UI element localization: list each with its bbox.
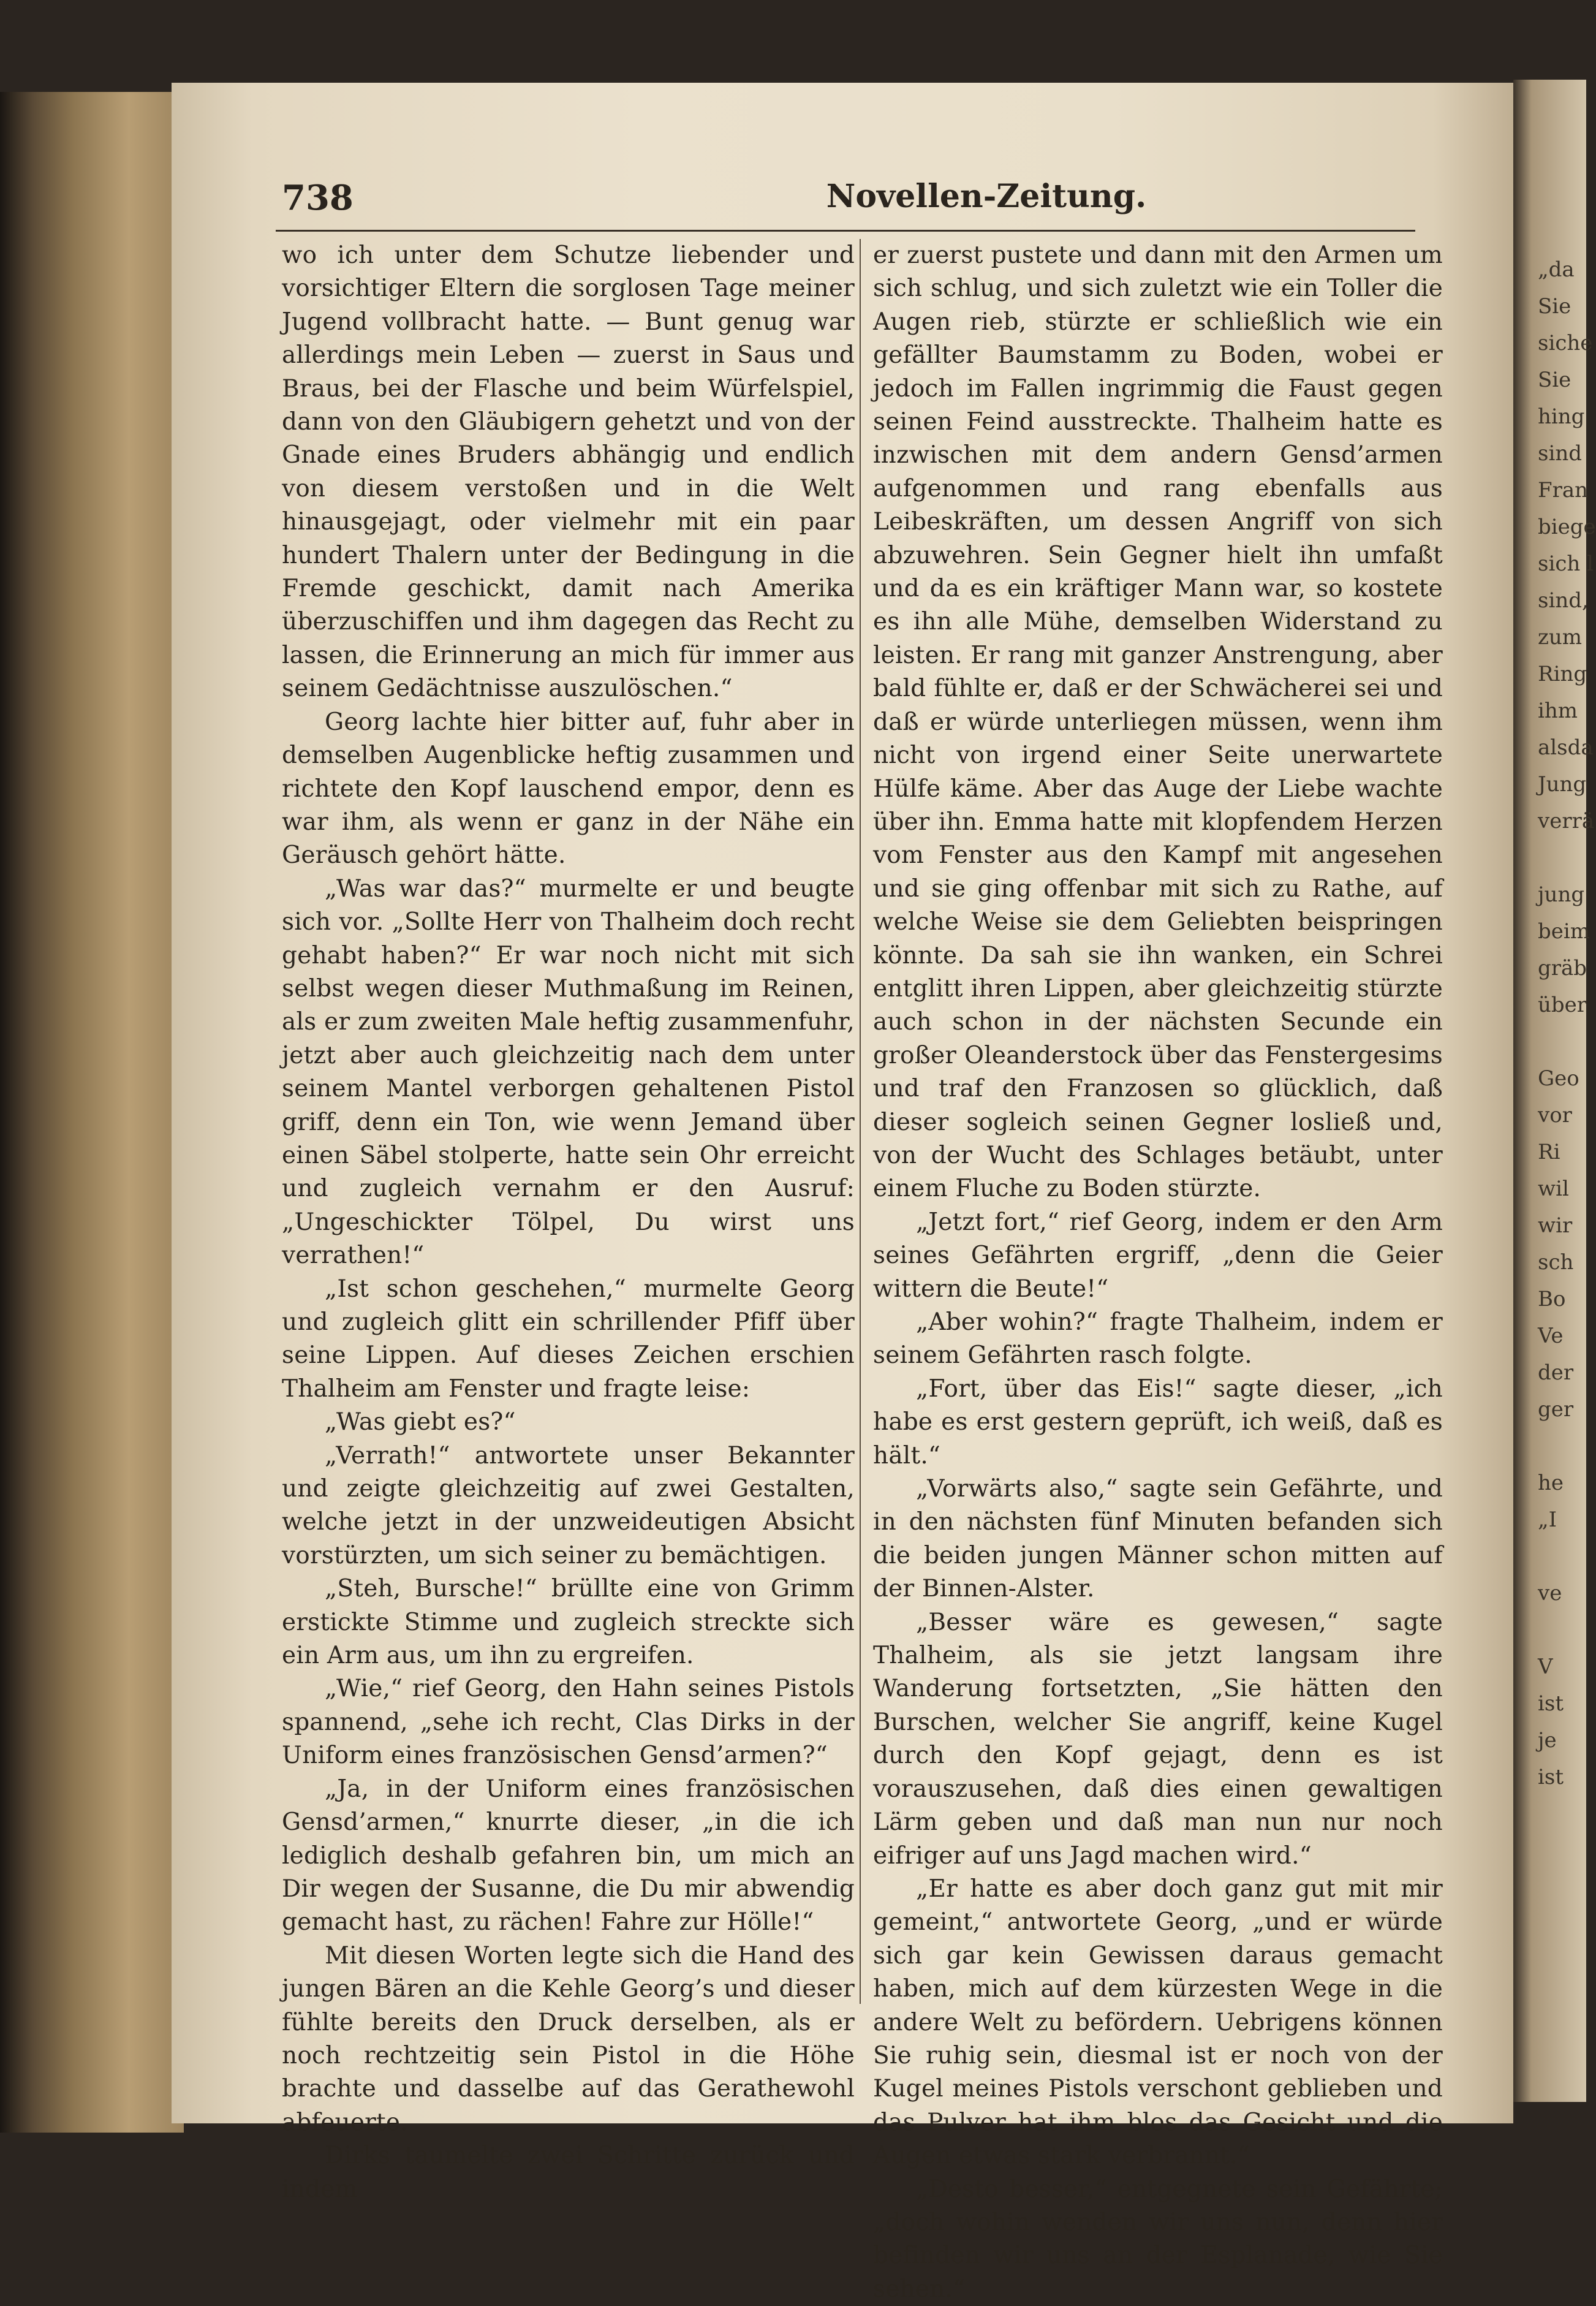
paragraph: „Desto besser,“ entgegnete sein Gefährte; „doch wohin wenden wir uns nun, denn hier befinden wir uns an der Esplanade, wie Sie sehen.“ [873,2175,1443,2303]
next-page-text: Ve [1538,1324,1564,1348]
header-rule [276,230,1415,232]
book-page-edges [0,92,184,2133]
next-page-text: Sie [1538,368,1571,392]
column-divider [860,239,861,2004]
next-page-text: alsda [1538,735,1594,760]
next-page-text: wil [1538,1177,1569,1201]
next-page-text: Jung [1538,772,1587,797]
paragraph: „Vorwärts also,“ sagte sein Gefährte, und in den nächsten fünf Minuten befanden sich die beiden jungen Männer schon mitten auf der Binnen-Alster. [873,1475,1443,1603]
next-page-text: je [1538,1728,1557,1753]
left-column [282,239,855,2206]
next-page-text: sch [1538,1250,1574,1275]
next-page-text: gräb [1538,956,1587,980]
next-page-text: ger [1538,1397,1574,1422]
next-page-text: Bo [1538,1287,1566,1311]
next-page-text: hing [1538,404,1585,429]
next-page-text: verrä [1538,809,1595,833]
next-page-text: wir [1538,1213,1573,1238]
paragraph: Dirks taumelte zwei Schritte zurück und indem [282,2142,855,2203]
next-page-text: Geo [1538,1066,1579,1091]
paragraph: „Aber wohin?“ fragte Thalheim, indem er seinem Gefährten rasch folgte. [873,1308,1443,1370]
next-page-text: siche [1538,331,1593,355]
paragraph: er zuerst pustete und dann mit den Armen um sich schlug, und sich zuletzt wie ein Toller die Augen rieb, stürzte er schließlich wie ein gefällter Baumstamm zu Boden, wobei er jedoch im Fallen ingrimmig die Faust gegen seinen Feind ausstreckte. Thalheim hatte es inzwischen mit dem andern Gensd’armen aufgenommen und rang ebenfalls aus Leibeskräften, um dessen Angriff von sich abzuwehren. Sein Gegner hielt ihn umfaßt und da es ein kräftiger Mann war, so kostete es ihn alle Mühe, demselben Widerstand zu leisten. Er rang mit ganzer Anstrengung, aber bald fühlte er, daß er der Schwächerei sei und daß er würde unterliegen müssen, wenn ihm nicht von irgend einer Seite unerwartete Hülfe käme. Aber das Auge der Liebe wachte über ihn. Emma hatte mit klopfendem Herzen vom Fenster aus den Kampf mit angesehen und sie ging offenbar mit sich zu Rathe, auf welche Weise sie dem Geliebten beispringen könnte. Da sah sie ihn wanken, ein Schrei entglitt ihren Lippen, aber gleichzeitig stürzte auch schon in der nächsten Secunde ein großer Oleanderstock über das Fenstergesims und traf den Franzosen so glücklich, daß dieser sogleich seinen Gegner losließ und, von der Wucht des Schlages betäubt, unter einem Fluche zu Boden stürzte. [873,241,1443,1203]
paragraph: „Was giebt es?“ [325,1408,516,1436]
next-page-text: ve [1538,1581,1562,1606]
next-page-text: ist [1538,1765,1564,1789]
next-page-text: zum [1538,625,1583,650]
next-page-text: Ring [1538,662,1587,686]
paragraph: „Jetzt fort,“ rief Georg, indem er den Arm seines Gefährten ergriff, „denn die Geier wittern die Beute!“ [873,1208,1443,1303]
next-page-text: he [1538,1471,1564,1495]
paragraph: „Ja, in der Uniform eines französischen Gensd’armen,“ knurrte dieser, „in die ich lediglich deshalb gefahren bin, um mich an Dir wegen der Susanne, die Du mir abwendig gemacht hast, zu rächen! Fahre zur Hölle!“ [282,1775,855,1936]
paragraph: wo ich unter dem Schutze liebender und vorsichtiger Eltern die sorglosen Tage meiner Jugend vollbracht hatte. — Bunt genug war allerdings mein Leben — zuerst in Saus und Braus, bei der Flasche und beim Würfelspiel, dann von den Gläubigern gehetzt und von der Gnade eines Bruders abhängig und endlich von diesem verstoßen und in die Welt hinausgejagt, oder vielmehr mit ein paar hundert Thalern unter der Bedingung in die Fremde geschickt, damit nach Amerika überzuschiffen und ihm dagegen das Recht zu lassen, die Erinnerung an mich für immer aus seinem Gedächtnisse auszulöschen.“ [282,241,855,703]
paragraph: „Fort, über das Eis!“ sagte dieser, „ich habe es erst gestern geprüft, ich weiß, daß es hält.“ [873,1375,1443,1470]
next-page-text: der [1538,1360,1574,1385]
paragraph: „Verrath!“ antwortete unser Bekannter und zeigte gleichzeitig auf zwei Gestalten, welche jetzt in der unzweideutigen Absicht vorstürzten, um sich seiner zu bemächtigen. [282,1441,855,1569]
next-page-text: ihm [1538,699,1578,723]
next-page-text: jung [1538,882,1585,907]
next-page-text: sind [1538,441,1582,466]
next-page-text: sich l [1538,552,1594,576]
paragraph: „Besser wäre es gewesen,“ sagte Thalheim, als sie jetzt langsam ihre Wanderung fortsetzten, „Sie hätten den Burschen, welcher Sie angriff, keine Kugel durch den Kopf gejagt, denn es ist vorauszusehen, daß dies einen gewaltigen Lärm geben und daß man nun nur noch eifriger auf uns Jagd machen wird.“ [873,1608,1443,1870]
paragraph: Mit diesen Worten legte sich die Hand des jungen Bären an die Kehle Georg’s und dieser fühlte bereits den Druck derselben, als er noch rechtzeitig sein Pistol in die Höhe brachte und dasselbe auf das Gerathewohl abfeuerte. [282,1941,855,2136]
running-head-title: Novellen-Zeitung. [826,178,1147,215]
book-page [172,83,1513,2303]
next-page-text: biege [1538,515,1596,539]
next-page-text: sind, [1538,588,1589,613]
next-page-text: vor [1538,1103,1572,1128]
paragraph: „Steh, Bursche!“ brüllte eine von Grimm erstickte Stimme und zugleich streckte sich ein Arm aus, um ihn zu ergreifen. [282,1575,855,1670]
next-page-text: V [1538,1655,1553,1679]
next-page-text: Sie [1538,294,1571,319]
paragraph: „Ist schon geschehen,“ murmelte Georg und zugleich glitt ein schrillender Pfiff über seine Lippen. Auf dieses Zeichen erschien Thalheim am Fenster und fragte leise: [282,1275,855,1403]
next-page-text: über [1538,993,1587,1017]
next-page-text: beim [1538,919,1590,944]
next-page-text: Fran [1538,478,1589,503]
paragraph: Georg lachte hier bitter auf, fuhr aber in demselben Augenblicke heftig zusammen und richtete den Kopf lauschend empor, denn es war ihm, als wenn er ganz in der Nähe ein Geräusch gehört hätte. [282,708,855,870]
paragraph: „Wie,“ rief Georg, den Hahn seines Pistols spannend, „sehe ich recht, Clas Dirks in der Uniform eines französischen Gensd’armen?“ [282,1675,855,1770]
next-page-text: „da [1538,257,1575,282]
next-page-text: Ri [1538,1140,1560,1164]
page-number: 738 [282,178,354,218]
paragraph: „Er hatte es aber doch ganz gut mit mir gemeint,“ antwortete Georg, „und er würde sich gar kein Gewissen daraus gemacht haben, mich auf dem kürzesten Wege in die andere Welt zu befördern. Uebrigens können Sie ruhig sein, diesmal ist er noch von der Kugel meines Pistols verschont geblieben und das Pulver hat ihm blos das Gesicht und die Augen etwas stark verbrannt.“ [873,1875,1443,2170]
next-page-text: ist [1538,1691,1564,1716]
adjacent-page-fragment [1513,80,1596,2102]
next-page-text: „I [1538,1508,1557,1532]
paragraph: „Was war das?“ murmelte er und beugte sich vor. „Sollte Herr von Thalheim doch recht gehabt haben?“ Er war noch nicht mit sich selbst wegen dieser Muthmaßung im Reinen, als er zum zweiten Male heftig zusammenfuhr, jetzt aber auch gleichzeitig nach dem unter seinem Mantel verborgen gehaltenen Pistol griff, denn ein Ton, wie wenn Jemand über einen Säbel stolperte, hatte sein Ohr erreicht und zugleich vernahm er den Ausruf: „Ungeschickter Tölpel, Du wirst uns verrathen!“ [282,874,855,1270]
right-column [873,239,1443,2306]
